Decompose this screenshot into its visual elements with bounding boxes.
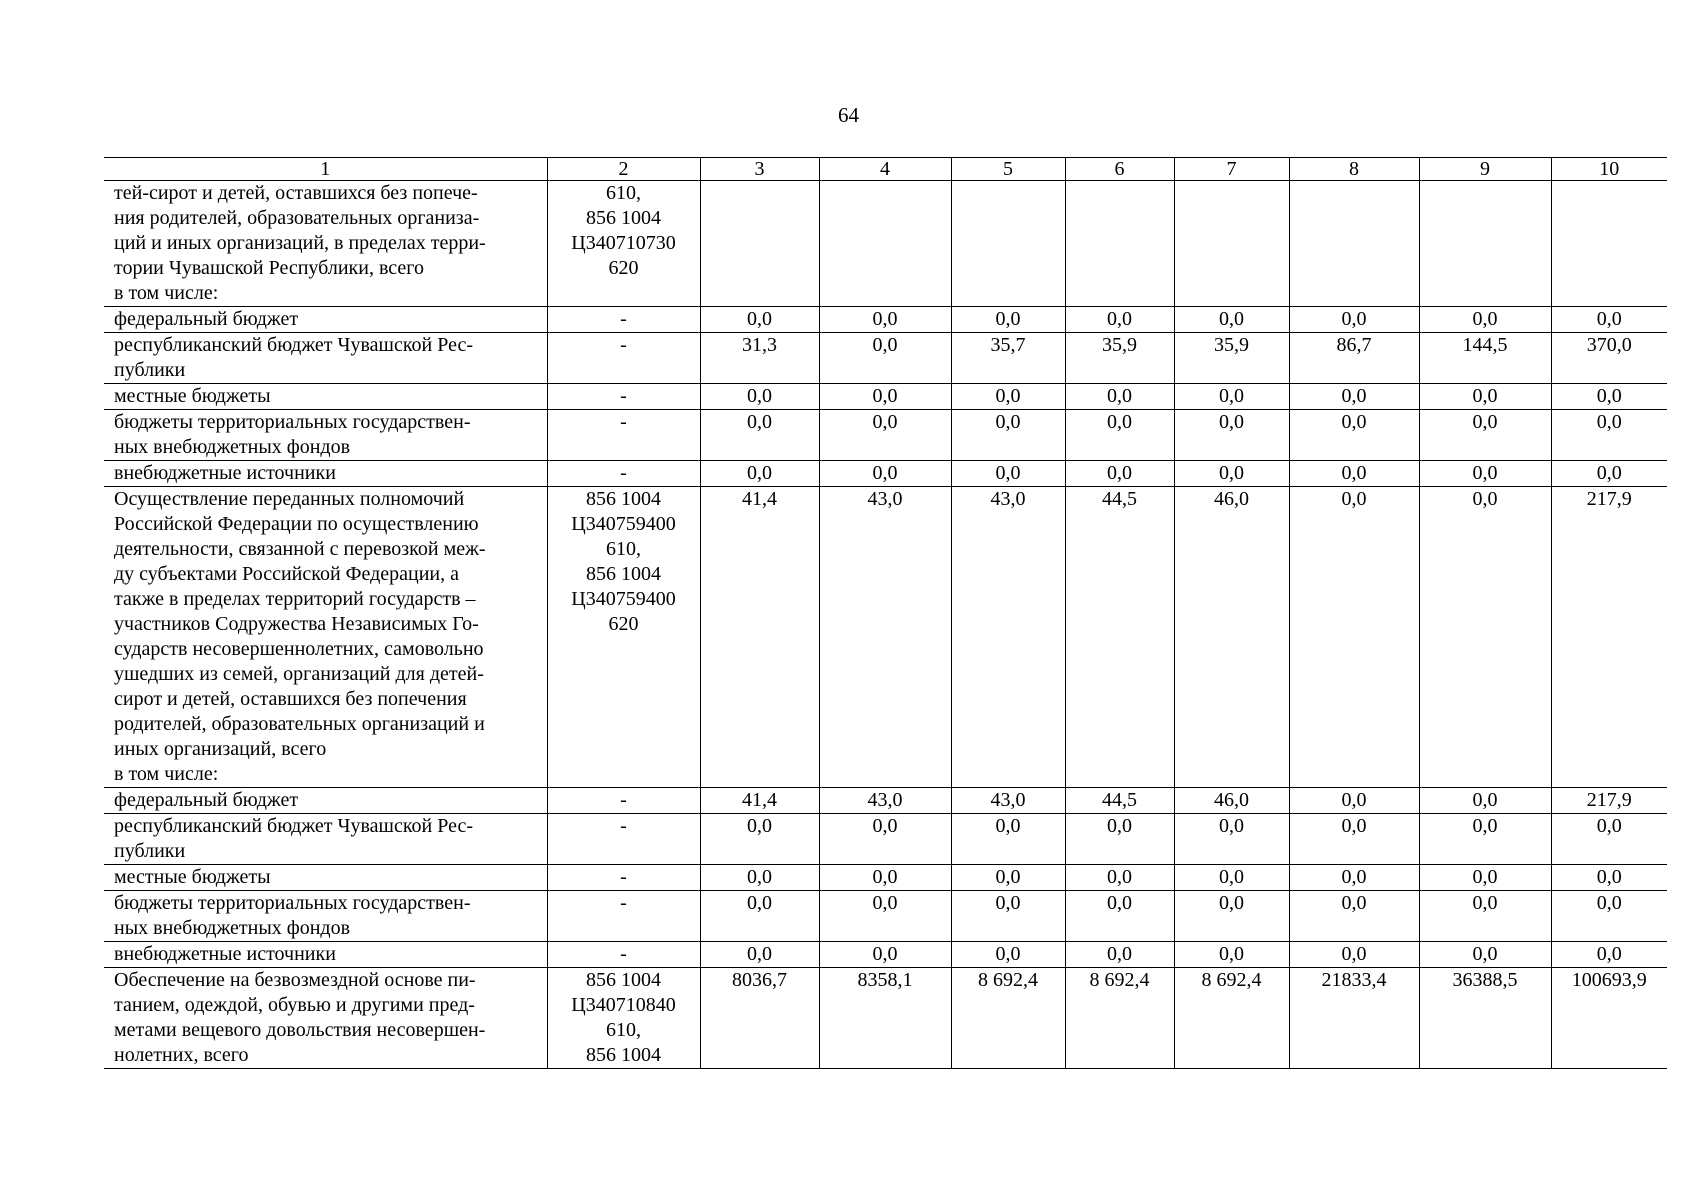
- row-name-line: сударств несовершеннолетних, самовольно: [114, 638, 484, 660]
- budget-table: [104, 157, 1667, 1069]
- row-name-line: тей-сирот и детей, оставшихся без попече-: [114, 182, 478, 204]
- row-name-cell: [104, 333, 547, 384]
- row-name-line: ных внебюджетных фондов: [114, 436, 351, 458]
- budget-code-cell: [547, 410, 700, 461]
- value-cell: 0,0: [1419, 788, 1551, 814]
- page-number: 64: [838, 103, 859, 127]
- row-name-line: республиканский бюджет Чувашской Рес-: [114, 334, 474, 356]
- column-header: 10: [1551, 158, 1667, 181]
- value-cell: 0,0: [1551, 865, 1667, 891]
- column-header: 4: [819, 158, 951, 181]
- row-name-line: Российской Федерации по осуществлению: [114, 513, 479, 535]
- budget-code-cell: [547, 891, 700, 942]
- row-name-line: сирот и детей, оставшихся без попечения: [114, 688, 467, 710]
- row-name-line: федеральный бюджет: [114, 308, 299, 330]
- value-cell: 0,0: [951, 891, 1065, 942]
- table-row: [104, 814, 1667, 865]
- value-cell: 0,0: [1065, 410, 1174, 461]
- value-cell: 35,9: [1174, 333, 1289, 384]
- value-cell: 0,0: [1289, 865, 1419, 891]
- value-cell: 0,0: [1551, 891, 1667, 942]
- budget-code-line: Ц340759400: [571, 588, 676, 610]
- budget-code-line: -: [620, 943, 627, 965]
- budget-code-line: 610,: [606, 1019, 641, 1041]
- value-cell: 100693,9: [1551, 968, 1667, 1069]
- budget-code-cell: [547, 307, 700, 333]
- budget-code-line: 856 1004: [586, 1044, 661, 1066]
- budget-code-cell: [547, 968, 700, 1069]
- row-name-line: участников Содружества Независимых Го-: [114, 613, 479, 635]
- table-row: [104, 410, 1667, 461]
- value-cell: 0,0: [1551, 307, 1667, 333]
- value-cell: 0,0: [1174, 461, 1289, 487]
- budget-code-line: 620: [608, 613, 639, 635]
- value-cell: 144,5: [1419, 333, 1551, 384]
- budget-code-line: 610,: [606, 182, 641, 204]
- value-cell: 0,0: [1551, 384, 1667, 410]
- row-name-line: в том числе:: [114, 763, 219, 785]
- table-row: [104, 461, 1667, 487]
- value-cell: 0,0: [1174, 307, 1289, 333]
- value-cell: 0,0: [1551, 942, 1667, 968]
- value-cell: 31,3: [700, 333, 819, 384]
- row-name-line: также в пределах территорий государств –: [114, 588, 476, 610]
- value-cell: 0,0: [700, 384, 819, 410]
- value-cell: 370,0: [1551, 333, 1667, 384]
- value-cell: 0,0: [700, 942, 819, 968]
- value-cell: 0,0: [1065, 384, 1174, 410]
- row-name-line: в том числе:: [114, 282, 219, 304]
- value-cell: 0,0: [819, 333, 951, 384]
- value-cell: 0,0: [1551, 410, 1667, 461]
- value-cell: 0,0: [819, 942, 951, 968]
- budget-code-cell: [547, 333, 700, 384]
- budget-code-line: 856 1004: [586, 488, 661, 510]
- value-cell: 43,0: [819, 788, 951, 814]
- value-cell: 0,0: [1174, 865, 1289, 891]
- value-cell: 0,0: [951, 307, 1065, 333]
- value-cell: 0,0: [700, 410, 819, 461]
- budget-code-line: 620: [608, 257, 639, 279]
- value-cell: 44,5: [1065, 788, 1174, 814]
- value-cell: 0,0: [700, 814, 819, 865]
- value-cell: 0,0: [1289, 891, 1419, 942]
- column-header: 1: [104, 158, 547, 181]
- budget-code-line: 856 1004: [586, 207, 661, 229]
- value-cell: 8036,7: [700, 968, 819, 1069]
- row-name-line: деятельности, связанной с перевозкой меж-: [114, 538, 486, 560]
- row-name-line: местные бюджеты: [114, 385, 271, 407]
- budget-code-line: -: [620, 866, 627, 888]
- value-cell: 43,0: [951, 788, 1065, 814]
- table-row: [104, 891, 1667, 942]
- budget-code-cell: [547, 788, 700, 814]
- row-name-cell: [104, 942, 547, 968]
- value-cell: 0,0: [819, 461, 951, 487]
- row-name-line: Обеспечение на безвозмездной основе пи-: [114, 969, 476, 991]
- row-name-line: родителей, образовательных организаций и: [114, 713, 485, 735]
- row-name-cell: [104, 891, 547, 942]
- value-cell: 0,0: [700, 307, 819, 333]
- table-row: [104, 865, 1667, 891]
- table-row: [104, 487, 1667, 788]
- value-cell: 43,0: [819, 487, 951, 788]
- value-cell: 46,0: [1174, 487, 1289, 788]
- row-name-cell: [104, 181, 547, 307]
- value-cell: [700, 181, 819, 307]
- budget-code-line: -: [620, 789, 627, 811]
- value-cell: 0,0: [1174, 891, 1289, 942]
- value-cell: 217,9: [1551, 788, 1667, 814]
- value-cell: 0,0: [951, 461, 1065, 487]
- column-header: 8: [1289, 158, 1419, 181]
- value-cell: 0,0: [1289, 307, 1419, 333]
- value-cell: 0,0: [1419, 461, 1551, 487]
- value-cell: 0,0: [1065, 814, 1174, 865]
- value-cell: 0,0: [1419, 307, 1551, 333]
- row-name-cell: [104, 307, 547, 333]
- row-name-line: танием, одеждой, обувью и другими пред-: [114, 994, 475, 1016]
- row-name-line: иных организаций, всего: [114, 738, 327, 760]
- row-name-cell: [104, 384, 547, 410]
- value-cell: 35,7: [951, 333, 1065, 384]
- table-row: [104, 788, 1667, 814]
- column-number-row: [104, 158, 1667, 181]
- value-cell: 21833,4: [1289, 968, 1419, 1069]
- table-row: [104, 307, 1667, 333]
- row-name-line: внебюджетные источники: [114, 462, 336, 484]
- value-cell: 0,0: [819, 307, 951, 333]
- budget-code-line: -: [620, 462, 627, 484]
- budget-code-cell: [547, 814, 700, 865]
- value-cell: 0,0: [951, 384, 1065, 410]
- value-cell: 0,0: [1551, 461, 1667, 487]
- value-cell: 0,0: [1065, 307, 1174, 333]
- value-cell: 0,0: [1289, 814, 1419, 865]
- value-cell: 0,0: [1289, 410, 1419, 461]
- value-cell: 0,0: [1289, 942, 1419, 968]
- table-row: [104, 942, 1667, 968]
- value-cell: 0,0: [1289, 384, 1419, 410]
- row-name-cell: [104, 968, 547, 1069]
- row-name-line: публики: [114, 359, 186, 381]
- value-cell: 0,0: [1065, 461, 1174, 487]
- value-cell: 0,0: [1174, 384, 1289, 410]
- value-cell: [1289, 181, 1419, 307]
- value-cell: 0,0: [819, 865, 951, 891]
- budget-code-cell: [547, 461, 700, 487]
- row-name-line: тории Чувашской Республики, всего: [114, 257, 424, 279]
- value-cell: [1419, 181, 1551, 307]
- column-header: 9: [1419, 158, 1551, 181]
- value-cell: 0,0: [1419, 814, 1551, 865]
- value-cell: 217,9: [1551, 487, 1667, 788]
- row-name-line: ния родителей, образовательных организа-: [114, 207, 480, 229]
- value-cell: 41,4: [700, 487, 819, 788]
- table-row: [104, 968, 1667, 1069]
- value-cell: 44,5: [1065, 487, 1174, 788]
- value-cell: 0,0: [951, 410, 1065, 461]
- value-cell: 0,0: [951, 814, 1065, 865]
- budget-code-line: Ц340759400: [571, 513, 676, 535]
- value-cell: 0,0: [700, 865, 819, 891]
- value-cell: 0,0: [700, 891, 819, 942]
- row-name-line: ушедших из семей, организаций для детей-: [114, 663, 484, 685]
- budget-code-line: -: [620, 308, 627, 330]
- row-name-line: публики: [114, 840, 186, 862]
- table-body: [104, 181, 1667, 1069]
- value-cell: 0,0: [1174, 410, 1289, 461]
- value-cell: [1174, 181, 1289, 307]
- value-cell: 0,0: [1174, 814, 1289, 865]
- value-cell: 0,0: [1065, 865, 1174, 891]
- value-cell: 0,0: [819, 410, 951, 461]
- value-cell: 0,0: [1419, 942, 1551, 968]
- row-name-line: бюджеты территориальных государствен-: [114, 411, 471, 433]
- budget-code-line: Ц340710840: [571, 994, 676, 1016]
- value-cell: [951, 181, 1065, 307]
- budget-code-line: -: [620, 892, 627, 914]
- row-name-line: нолетних, всего: [114, 1044, 249, 1066]
- row-name-cell: [104, 788, 547, 814]
- column-header: 7: [1174, 158, 1289, 181]
- value-cell: 0,0: [1551, 814, 1667, 865]
- row-name-cell: [104, 814, 547, 865]
- row-name-line: метами вещевого довольствия несовершен-: [114, 1019, 486, 1041]
- budget-code-line: -: [620, 815, 627, 837]
- budget-code-cell: [547, 487, 700, 788]
- budget-code-cell: [547, 942, 700, 968]
- value-cell: 0,0: [819, 384, 951, 410]
- budget-code-line: -: [620, 334, 627, 356]
- value-cell: 0,0: [1289, 487, 1419, 788]
- budget-code-line: 856 1004: [586, 563, 661, 585]
- value-cell: 0,0: [1419, 865, 1551, 891]
- value-cell: 0,0: [1419, 410, 1551, 461]
- value-cell: 0,0: [819, 891, 951, 942]
- value-cell: [819, 181, 951, 307]
- row-name-line: федеральный бюджет: [114, 789, 299, 811]
- value-cell: 35,9: [1065, 333, 1174, 384]
- budget-code-cell: [547, 384, 700, 410]
- value-cell: 0,0: [1065, 942, 1174, 968]
- budget-code-cell: [547, 181, 700, 307]
- row-name-cell: [104, 410, 547, 461]
- budget-code-line: 856 1004: [586, 969, 661, 991]
- row-name-cell: [104, 461, 547, 487]
- row-name-line: ду субъектами Российской Федерации, а: [114, 563, 459, 585]
- row-name-line: ций и иных организаций, в пределах терри-: [114, 232, 486, 254]
- value-cell: 0,0: [951, 865, 1065, 891]
- value-cell: 0,0: [819, 814, 951, 865]
- value-cell: 0,0: [951, 942, 1065, 968]
- value-cell: 8 692,4: [951, 968, 1065, 1069]
- table-row: [104, 384, 1667, 410]
- column-header: 6: [1065, 158, 1174, 181]
- row-name-cell: [104, 865, 547, 891]
- budget-code-line: Ц340710730: [571, 232, 676, 254]
- budget-code-line: -: [620, 411, 627, 433]
- value-cell: 0,0: [1419, 487, 1551, 788]
- value-cell: 36388,5: [1419, 968, 1551, 1069]
- value-cell: 0,0: [1289, 788, 1419, 814]
- row-name-line: местные бюджеты: [114, 866, 271, 888]
- row-name-line: бюджеты территориальных государствен-: [114, 892, 471, 914]
- column-header: 3: [700, 158, 819, 181]
- budget-code-line: -: [620, 385, 627, 407]
- value-cell: 8 692,4: [1174, 968, 1289, 1069]
- value-cell: 0,0: [1419, 891, 1551, 942]
- budget-code-line: 610,: [606, 538, 641, 560]
- row-name-cell: [104, 487, 547, 788]
- value-cell: 46,0: [1174, 788, 1289, 814]
- value-cell: 0,0: [1289, 461, 1419, 487]
- value-cell: [1551, 181, 1667, 307]
- row-name-line: ных внебюджетных фондов: [114, 917, 351, 939]
- value-cell: 8358,1: [819, 968, 951, 1069]
- column-header: 2: [547, 158, 700, 181]
- value-cell: 86,7: [1289, 333, 1419, 384]
- value-cell: 0,0: [700, 461, 819, 487]
- column-header: 5: [951, 158, 1065, 181]
- value-cell: 0,0: [1065, 891, 1174, 942]
- value-cell: 0,0: [1174, 942, 1289, 968]
- value-cell: 41,4: [700, 788, 819, 814]
- value-cell: 0,0: [1419, 384, 1551, 410]
- table-row: [104, 181, 1667, 307]
- row-name-line: внебюджетные источники: [114, 943, 336, 965]
- value-cell: 43,0: [951, 487, 1065, 788]
- value-cell: [1065, 181, 1174, 307]
- row-name-line: Осуществление переданных полномочий: [114, 488, 465, 510]
- value-cell: 8 692,4: [1065, 968, 1174, 1069]
- row-name-line: республиканский бюджет Чувашской Рес-: [114, 815, 474, 837]
- table-row: [104, 333, 1667, 384]
- budget-code-cell: [547, 865, 700, 891]
